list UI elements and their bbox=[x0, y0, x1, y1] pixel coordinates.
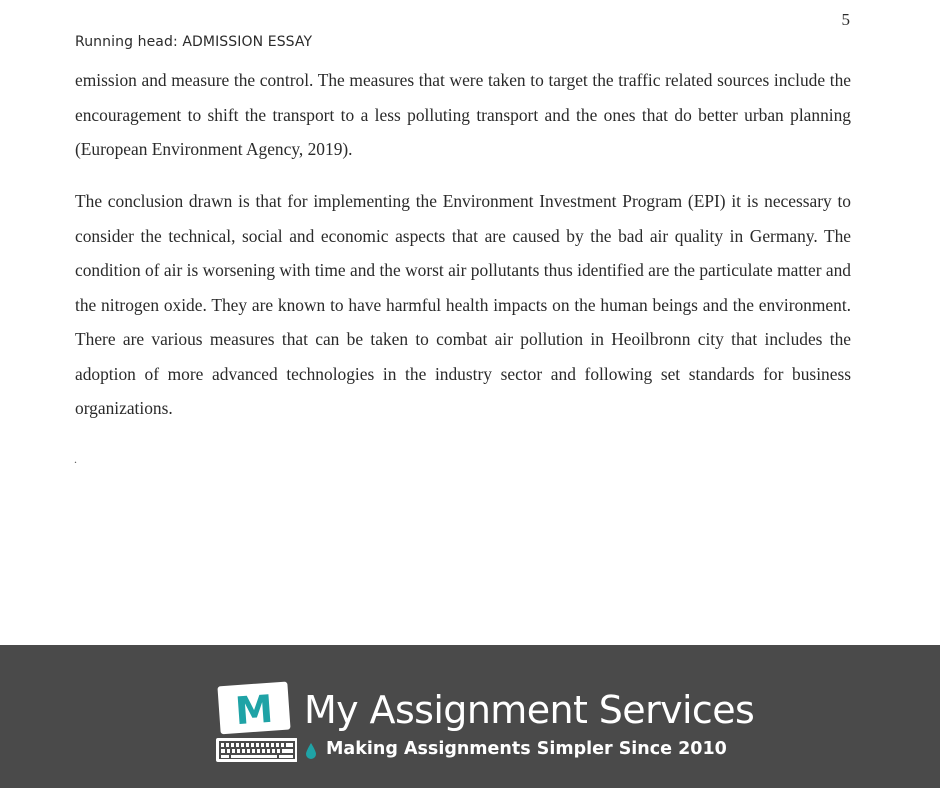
logo-letter: M bbox=[233, 686, 275, 734]
running-head: Running head: ADMISSION ESSAY bbox=[75, 34, 313, 50]
brand-tagline: Making Assignments Simpler Since 2010 bbox=[326, 739, 727, 759]
paragraph-1: emission and measure the control. The measures that were taken to target the traffic related sources include the encouragement to shift the transport to a less polluting transport and the ones that do better urban planning (European Environment Agency, 2019). bbox=[75, 70, 851, 159]
droplet-icon bbox=[305, 742, 317, 760]
stray-mark: . bbox=[74, 452, 77, 466]
paragraph-2: The conclusion drawn is that for implementing the Environment Investment Program (EPI) it is necessary to consider the technical, social and economic aspects that are caused by the bad air quality in Germany. The condition of air is worsening with time and the worst air pollutants thus identified are the particulate matter and the nitrogen oxide. They are known to have harmful health impacts on the human beings and the environment. There are various measures that can be taken to combat air pollution in Heoilbronn city that includes the adoption of more advanced technologies in the industry sector and following set standards for business organizations. bbox=[75, 191, 851, 418]
page-number: 5 bbox=[841, 10, 850, 29]
laptop-logo-icon bbox=[215, 680, 297, 764]
brand-name: My Assignment Services bbox=[304, 688, 755, 732]
